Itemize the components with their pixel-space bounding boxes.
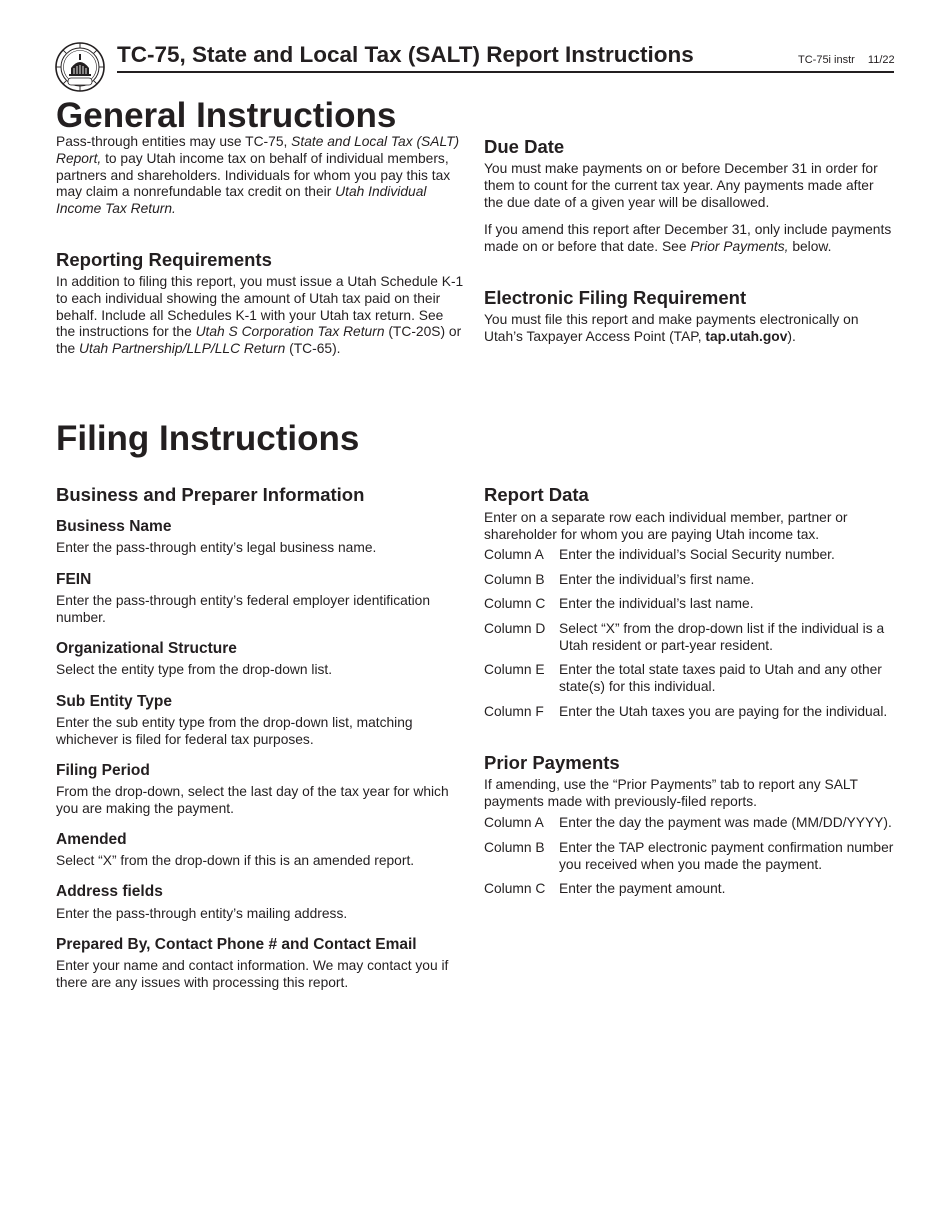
- column-label: Column B: [484, 572, 545, 587]
- sub-entity-text: Enter the sub entity type from the drop-down list, matching whichever is filed for federal tax purposes.: [56, 715, 413, 747]
- amended-heading: Amended: [56, 831, 127, 848]
- reporting-requirements-heading: Reporting Requirements: [56, 249, 272, 270]
- report-data-intro: Enter on a separate row each individual member, partner or shareholder for whom you are paying Utah income tax.: [484, 510, 848, 542]
- due-date-text: You must make payments on or before December 31 in order for them to count for the current tax year. Any payments made after the due date of a given year will be disallowed.: [484, 161, 878, 210]
- address-fields-text: Enter the pass-through entity’s mailing address.: [56, 906, 348, 921]
- general-intro-text: Pass-through entities may use TC-75, State and Local Tax (SALT) Report, to pay Utah income tax on behalf of individual members, partners and shareholders. Individuals for whom you pay this tax may claim a nonrefundable tax credit on their Utah Individual Income Tax Return.: [56, 134, 460, 217]
- due-date-heading: Due Date: [484, 136, 565, 157]
- column-description: Enter the individual’s Social Security number.: [559, 547, 835, 562]
- revision-date: 11/22: [867, 54, 895, 66]
- column-label: Column D: [484, 621, 546, 636]
- business-name-text: Enter the pass-through entity’s legal business name.: [56, 540, 377, 555]
- reporting-requirements-text: In addition to filing this report, you must issue a Utah Schedule K-1 to each individual showing the amount of Utah tax paid on their behalf. Include all Schedules K-1 with your Utah tax return. See the instructions for the Utah S Corporation Tax Return (TC-20S) or the Utah Partnership/LLP/LLC Return (TC-65).: [56, 274, 464, 357]
- column-description: Enter the TAP electronic payment confirmation number you received when you made the payment.: [559, 840, 894, 872]
- prior-payments-heading: Prior Payments: [484, 752, 620, 773]
- prepared-by-heading: Prepared By, Contact Phone # and Contact Email: [56, 936, 417, 953]
- column-description: Enter the total state taxes paid to Utah and any other state(s) for this individual.: [559, 662, 882, 694]
- document-title: TC-75, State and Local Tax (SALT) Report Instructions: [117, 42, 694, 67]
- column-label: Column B: [484, 840, 545, 855]
- column-label: Column A: [484, 815, 544, 830]
- column-label: Column E: [484, 662, 545, 677]
- org-structure-text: Select the entity type from the drop-down list.: [56, 662, 333, 677]
- column-label: Column F: [484, 704, 544, 719]
- form-identifier: [798, 54, 895, 66]
- filing-period-text: From the drop-down, select the last day of the tax year for which you are making the payment.: [56, 784, 449, 816]
- business-preparer-heading: Business and Preparer Information: [56, 484, 365, 505]
- filing-instructions-heading: Filing Instructions: [56, 419, 360, 458]
- column-description: Enter the payment amount.: [559, 881, 726, 896]
- fein-heading: FEIN: [56, 571, 92, 588]
- column-description: Enter the individual’s last name.: [559, 596, 754, 611]
- prepared-by-text: Enter your name and contact information. We may contact you if there are any issues with processing this report.: [56, 958, 449, 990]
- tap-link[interactable]: tap.utah.gov: [705, 328, 788, 344]
- column-label: Column C: [484, 596, 546, 611]
- report-data-heading: Report Data: [484, 484, 589, 505]
- column-label: Column A: [484, 547, 544, 562]
- address-fields-heading: Address fields: [56, 883, 163, 900]
- sub-entity-heading: Sub Entity Type: [56, 693, 172, 710]
- org-structure-heading: Organizational Structure: [56, 640, 237, 657]
- electronic-filing-text: You must file this report and make payments electronically on Utah’s Taxpayer Access Point (TAP, tap.utah.gov).: [484, 312, 859, 344]
- header-rule: [117, 71, 894, 73]
- filing-period-heading: Filing Period: [56, 762, 150, 779]
- amended-text: Select “X” from the drop-down if this is an amended report.: [56, 853, 415, 868]
- column-description: Enter the individual’s first name.: [559, 572, 755, 587]
- due-date-amend-text: If you amend this report after December 31, only include payments made on or before that date. See Prior Payments, below.: [484, 222, 892, 254]
- electronic-filing-heading: Electronic Filing Requirement: [484, 287, 747, 308]
- business-name-heading: Business Name: [56, 518, 172, 535]
- column-description: Enter the Utah taxes you are paying for the individual.: [559, 704, 888, 719]
- utah-seal-logo: [55, 42, 105, 92]
- prior-payments-intro: If amending, use the “Prior Payments” tab to report any SALT payments made with previously-filed reports.: [484, 777, 858, 809]
- column-label: Column C: [484, 881, 546, 896]
- general-instructions-heading: General Instructions: [56, 96, 397, 135]
- fein-text: Enter the pass-through entity’s federal employer identification number.: [56, 593, 431, 625]
- column-description: Enter the day the payment was made (MM/DD/YYYY).: [559, 815, 892, 830]
- form-code: TC-75i instr: [798, 54, 855, 66]
- column-description: Select “X” from the drop-down list if the individual is a Utah resident or part-year resident.: [559, 621, 885, 653]
